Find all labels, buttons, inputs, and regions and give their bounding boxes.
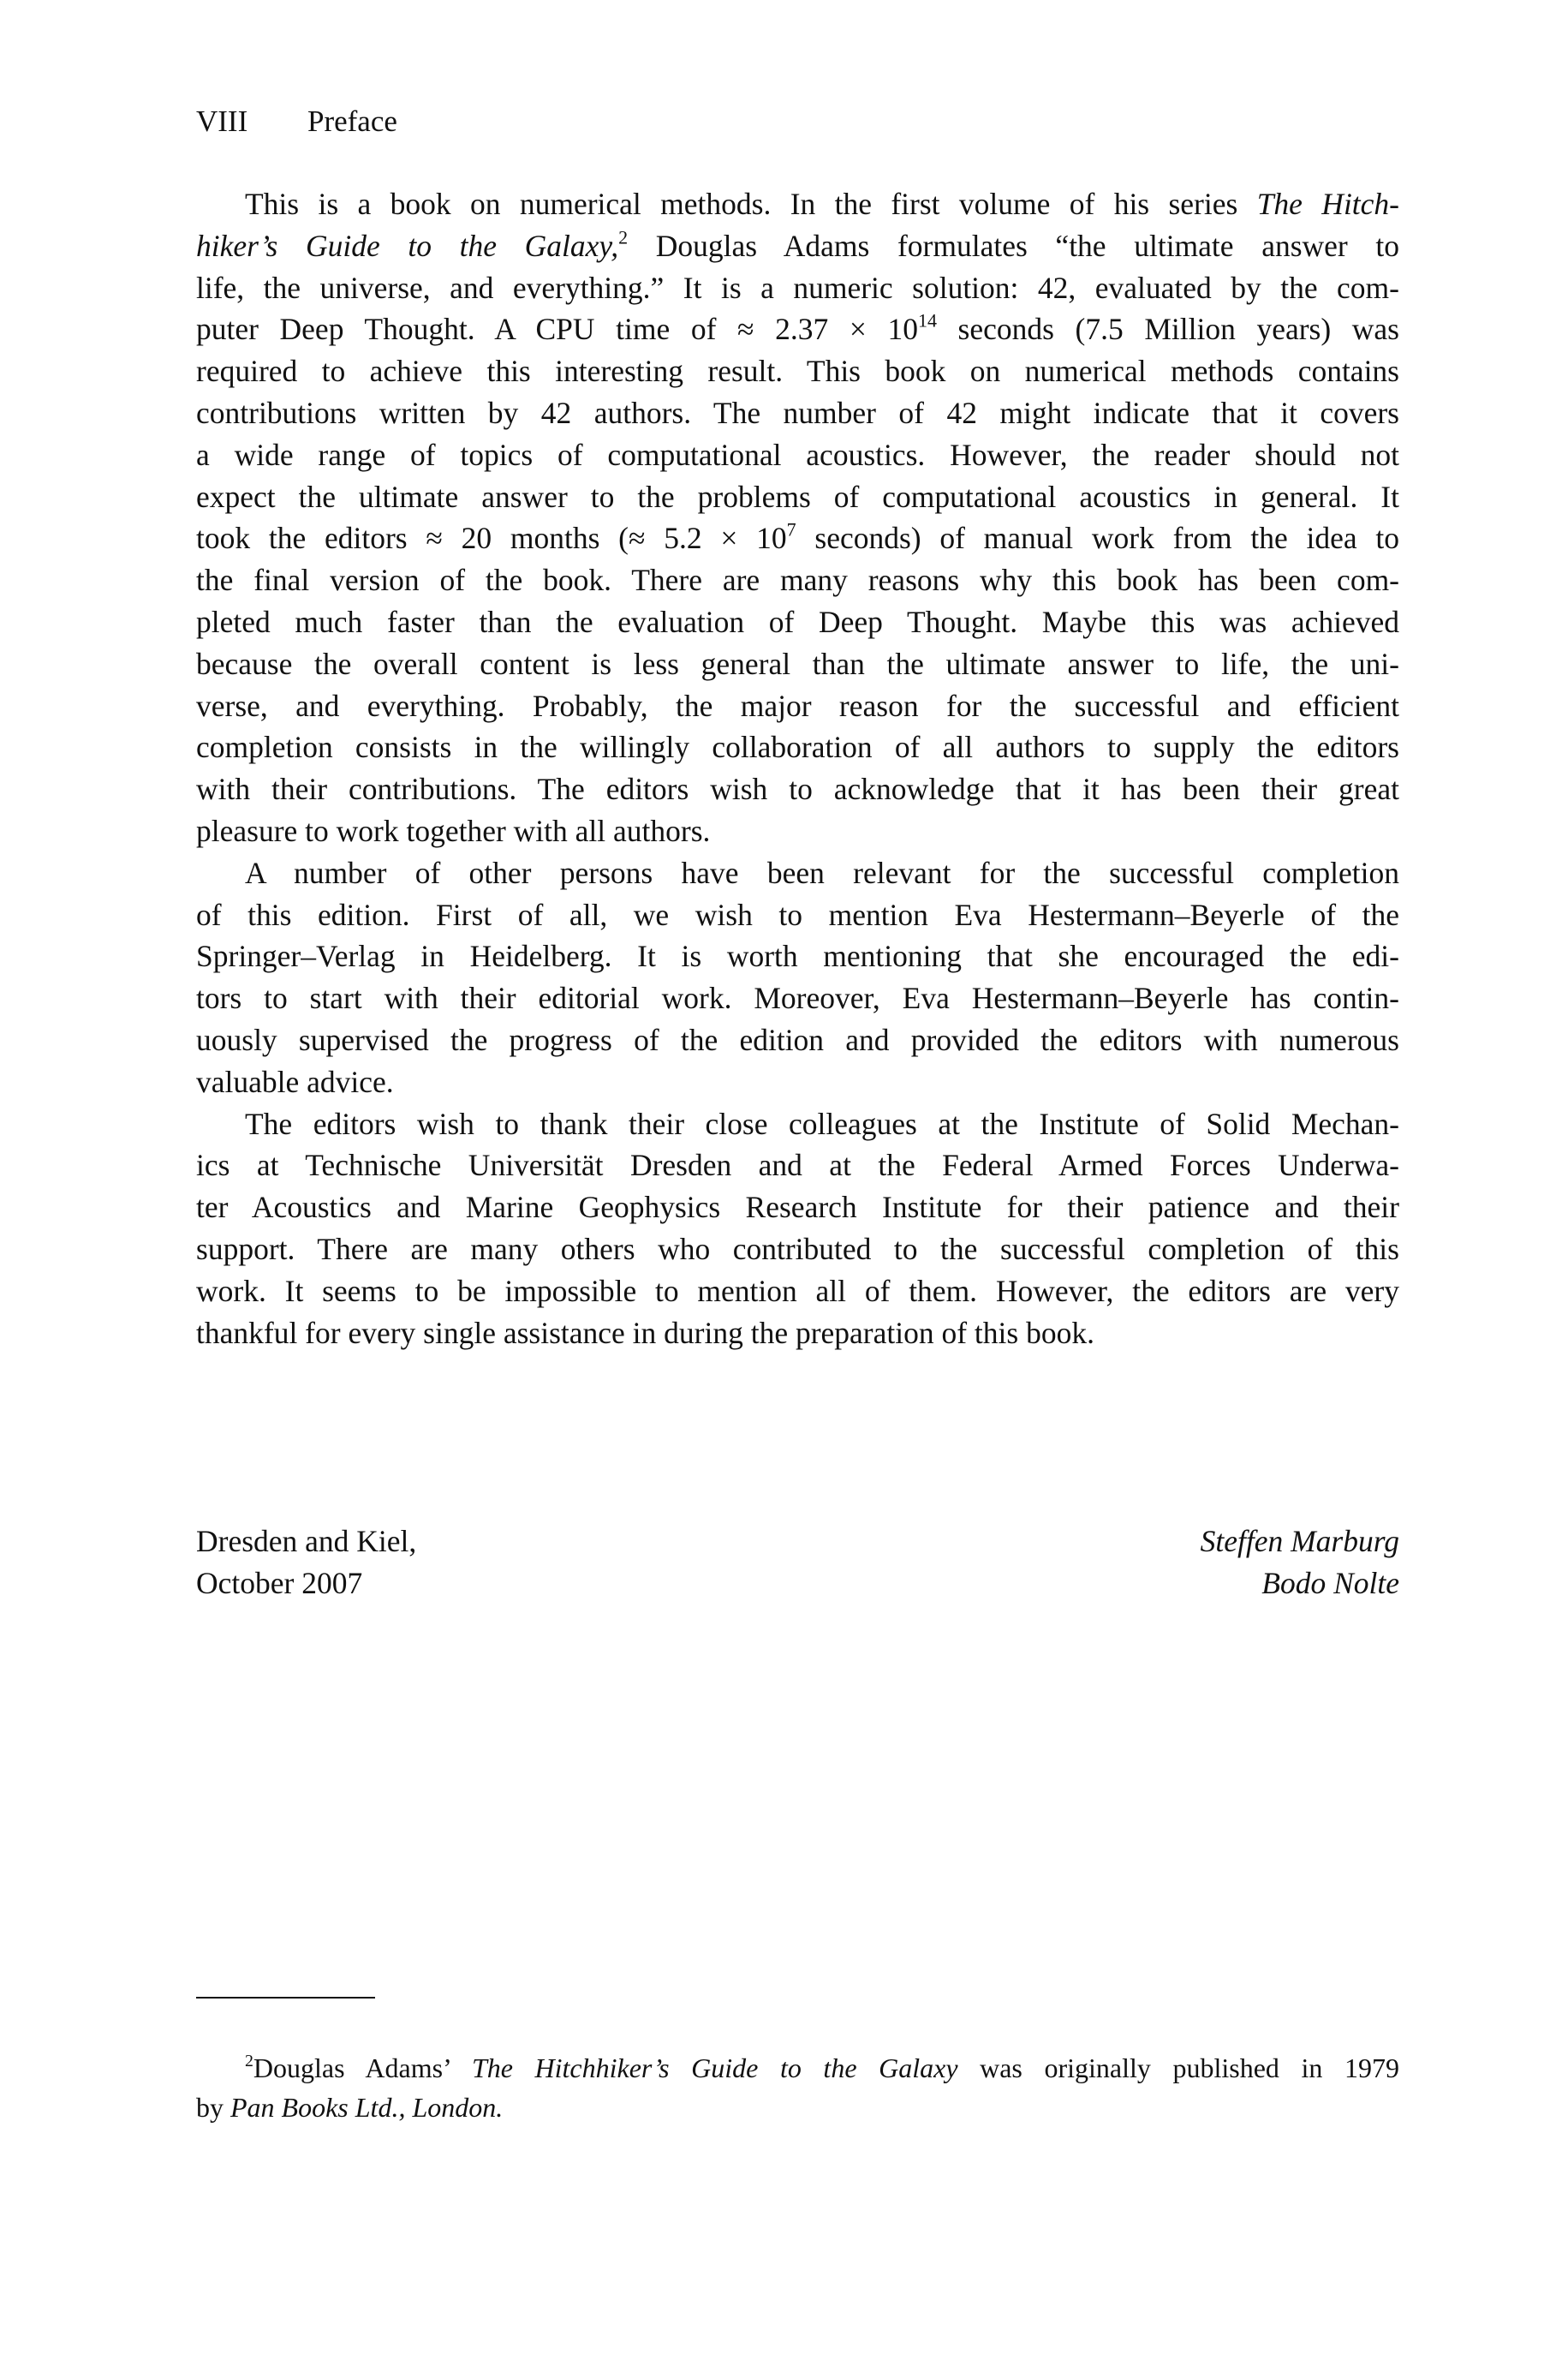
footnote (196, 2048, 1399, 2127)
text-line (196, 768, 1399, 810)
text-line (196, 852, 1399, 894)
footnote-marker: 7 (786, 519, 796, 541)
text-line (196, 476, 1399, 518)
text-span: valuable advice. (196, 1064, 394, 1099)
text-span: thankful for every single assistance in during the preparation of this book. (196, 1315, 1094, 1350)
text-span: seconds) of manual work from the idea to (796, 521, 1400, 556)
text-line (196, 392, 1399, 434)
text-span: The editors wish to thank their close colleagues at the Institute of Solid Mechan- (245, 1106, 1399, 1141)
text-line (196, 1019, 1399, 1061)
text-line (196, 935, 1399, 977)
text-span: uously supervised the progress of the edition and provided the editors with numerous (196, 1022, 1399, 1057)
text-span: because the overall content is less general than the ultimate answer to life, the uni- (196, 646, 1399, 681)
text-span: life, the universe, and everything.” It is a numeric solution: 42, evaluated by the com- (196, 270, 1399, 305)
author-name: Bodo Nolte (1261, 1565, 1399, 1600)
footnote-marker: 2 (618, 226, 629, 248)
text-span: work. It seems to be impossible to mention all of them. However, the editors are very (196, 1273, 1399, 1308)
running-header (196, 101, 397, 142)
footnote-marker: 2 (245, 2052, 253, 2071)
italic-text: The Hitchhiker’s Guide to the Galaxy (471, 2052, 958, 2083)
text-span: puter Deep Thought. A CPU time of ≈ 2.37 × 10 (196, 312, 918, 347)
text-line (196, 559, 1399, 601)
text-span: expect the ultimate answer to the problems of computational acoustics in general. It (196, 479, 1399, 514)
text-span: took the editors ≈ 20 months (≈ 5.2 × 10 (196, 521, 787, 556)
signature-place: Dresden and Kiel, (196, 1524, 417, 1558)
text-line (196, 726, 1399, 768)
text-span: tors to start with their editorial work. Moreover, Eva Hestermann–Beyerle has contin- (196, 981, 1399, 1016)
signature-date: October 2007 (196, 1565, 363, 1600)
text-line (196, 2088, 1399, 2127)
text-line (196, 183, 1399, 225)
signature-authors (1201, 1521, 1399, 1604)
text-line (196, 894, 1399, 936)
italic-text: The Hitch- (1256, 187, 1399, 221)
author-name: Steffen Marburg (1200, 1524, 1399, 1558)
text-line (196, 977, 1399, 1019)
text-span: with their contributions. The editors wish to acknowledge that it has been their great (196, 772, 1399, 807)
text-span: contributions written by 42 authors. The number of 42 might indicate that it covers (196, 395, 1399, 430)
text-line (196, 643, 1399, 685)
text-span: by (196, 2092, 230, 2123)
text-line (196, 810, 1399, 852)
preface-body (196, 183, 1399, 1353)
text-span: support. There are many others who contributed to the successful completion of this (196, 1231, 1399, 1266)
text-line (196, 1270, 1399, 1312)
text-span: verse, and everything. Probably, the major reason for the successful and efficient (196, 688, 1399, 723)
text-line (196, 1312, 1399, 1354)
place-date (196, 1521, 416, 1604)
text-span: Springer–Verlag in Heidelberg. It is worth mentioning that she encouraged the edi- (196, 939, 1399, 974)
italic-text: hiker’s Guide to the Galaxy, (196, 228, 619, 263)
text-span: Douglas Adams’ (253, 2052, 472, 2083)
text-line (196, 517, 1399, 559)
text-span: This is a book on numerical methods. In the first volume of his series (245, 187, 1257, 221)
running-title: Preface (307, 105, 397, 138)
text-span: was originally published in 1979 (957, 2052, 1399, 2083)
text-span: pleasure to work together with all authors. (196, 813, 711, 848)
text-line (196, 685, 1399, 727)
text-span: ics at Technische Universität Dresden and at the Federal Armed Forces Underwa- (196, 1148, 1399, 1183)
footnote-marker: 14 (917, 310, 937, 332)
text-span: completion consists in the willingly collaboration of all authors to supply the editors (196, 730, 1399, 765)
italic-text: Pan Books Ltd., London. (230, 2092, 504, 2123)
text-line (196, 308, 1399, 350)
text-line (196, 350, 1399, 392)
text-line (196, 1061, 1399, 1103)
text-line (196, 1228, 1399, 1270)
page-number: VIII (196, 105, 248, 138)
text-span: pleted much faster than the evaluation of Deep Thought. Maybe this was achieved (196, 604, 1399, 639)
text-span: seconds (7.5 Million years) was (936, 312, 1399, 347)
text-line (196, 601, 1399, 643)
text-span: ter Acoustics and Marine Geophysics Research Institute for their patience and their (196, 1190, 1399, 1225)
text-line (196, 434, 1399, 476)
text-span: A number of other persons have been relevant for the successful completion (245, 855, 1399, 890)
text-line (196, 225, 1399, 267)
text-span: a wide range of topics of computational acoustics. However, the reader should not (196, 437, 1399, 472)
footnote-rule (196, 1997, 375, 1999)
text-span: the final version of the book. There are many reasons why this book has been com- (196, 563, 1399, 598)
text-line (196, 1186, 1399, 1228)
text-line (196, 2048, 1399, 2088)
text-line (196, 267, 1399, 309)
text-span: required to achieve this interesting result. This book on numerical methods contains (196, 354, 1399, 389)
text-line (196, 1144, 1399, 1186)
text-span: of this edition. First of all, we wish to mention Eva Hestermann–Beyerle of the (196, 897, 1399, 932)
text-line (196, 1103, 1399, 1145)
text-span: Douglas Adams formulates “the ultimate answer to (628, 228, 1399, 263)
